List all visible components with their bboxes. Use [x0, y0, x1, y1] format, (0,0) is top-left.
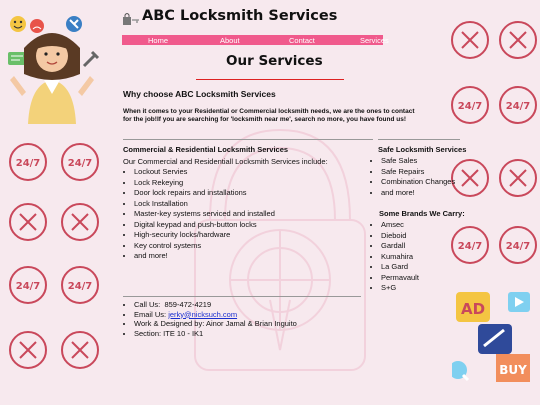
list-item: • Key control systems — [134, 241, 275, 252]
list-item: • Combination Changes — [381, 177, 455, 188]
svg-text:24/7: 24/7 — [67, 281, 93, 292]
contact-email — [134, 310, 297, 320]
svg-text:24/7: 24/7 — [457, 101, 483, 112]
section-divider — [123, 139, 373, 140]
list-item: • La Gard — [381, 262, 419, 273]
brands-list — [370, 220, 419, 294]
list-item: • and more! — [134, 251, 275, 262]
list-item: • S+G — [381, 283, 419, 294]
svg-text:24/7: 24/7 — [15, 281, 41, 292]
list-item: • Kumahira — [381, 252, 419, 263]
nav-about[interactable]: About — [220, 36, 240, 45]
commercial-services-intro: Our Commercial and Residentiall Locksmith Services include: — [123, 157, 328, 166]
customer-support-person-illustration — [4, 4, 104, 124]
contact-call — [134, 300, 297, 310]
list-item: • High-security locks/hardware — [134, 230, 275, 241]
list-item: • Digital keypad and push-button locks — [134, 220, 275, 231]
title-underline — [196, 79, 344, 80]
svg-text:24/7: 24/7 — [15, 158, 41, 169]
email-label: Email Us: — [134, 309, 167, 319]
site-header — [122, 8, 384, 34]
svg-text:24/7: 24/7 — [67, 158, 93, 169]
list-item: • Permavault — [381, 273, 419, 284]
svg-text:24/7: 24/7 — [457, 241, 483, 252]
commercial-services-title: Commercial & Residential Locksmith Services — [123, 145, 289, 154]
brands-title: Some Brands We Carry: — [379, 209, 465, 218]
page-title: Our Services — [226, 53, 323, 69]
svg-text:24/7: 24/7 — [505, 101, 531, 112]
contact-list — [123, 300, 297, 338]
list-item: • Door lock repairs and installations — [134, 188, 275, 199]
safe-services-list — [370, 156, 455, 198]
list-item: • Amsec — [381, 220, 419, 231]
svg-text:AD: AD — [460, 300, 486, 318]
nav-home[interactable]: Home — [148, 36, 169, 45]
nav-services[interactable]: Services — [360, 36, 389, 45]
nav-contact[interactable]: Contact — [289, 36, 315, 45]
locksmith-logo-icon — [122, 12, 140, 26]
list-item: • Lock Rekeying — [134, 178, 275, 189]
credits: • Work & Designed by: Ainor Jamal & Brian Inguito — [134, 319, 297, 329]
commercial-services-list — [123, 167, 275, 262]
phone-number: 859-472-4219 — [164, 300, 212, 309]
email-link[interactable]: jerky@nicksuch.com — [168, 309, 238, 319]
svg-text:24/7: 24/7 — [505, 241, 531, 252]
list-item: • Gardall — [381, 241, 419, 252]
call-label: Call Us: — [134, 300, 161, 309]
main-nav — [122, 35, 389, 45]
why-choose-heading: Why choose ABC Locksmith Services — [123, 89, 276, 99]
section-divider-right — [378, 139, 460, 140]
left-24-7-badges-decoration — [6, 130, 106, 400]
list-item: • Dieboid — [381, 231, 419, 242]
intro-paragraph: When it comes to your Residential or Commercial locksmith needs, we are the ones to contact for the job!If you are searching for 'locksmith near me', search no more, you have found us! — [123, 108, 415, 124]
footer-divider — [123, 296, 361, 297]
list-item: • Lockout Servies — [134, 167, 275, 178]
safe-services-title: Safe Locksmith Services — [378, 145, 467, 154]
section-info: • Section: ITE 10 - IK1 — [134, 329, 297, 339]
list-item: • Master-key systems serviced and installed — [134, 209, 275, 220]
list-item: • Lock Installation — [134, 199, 275, 210]
ad-buy-icons-decoration — [452, 290, 536, 390]
list-item: • Safe Sales — [381, 156, 455, 167]
site-title: ABC Locksmith Services — [142, 8, 338, 24]
svg-text:BUY: BUY — [499, 363, 527, 377]
list-item: • Safe Repairs — [381, 167, 455, 178]
list-item: • and more! — [381, 188, 455, 199]
